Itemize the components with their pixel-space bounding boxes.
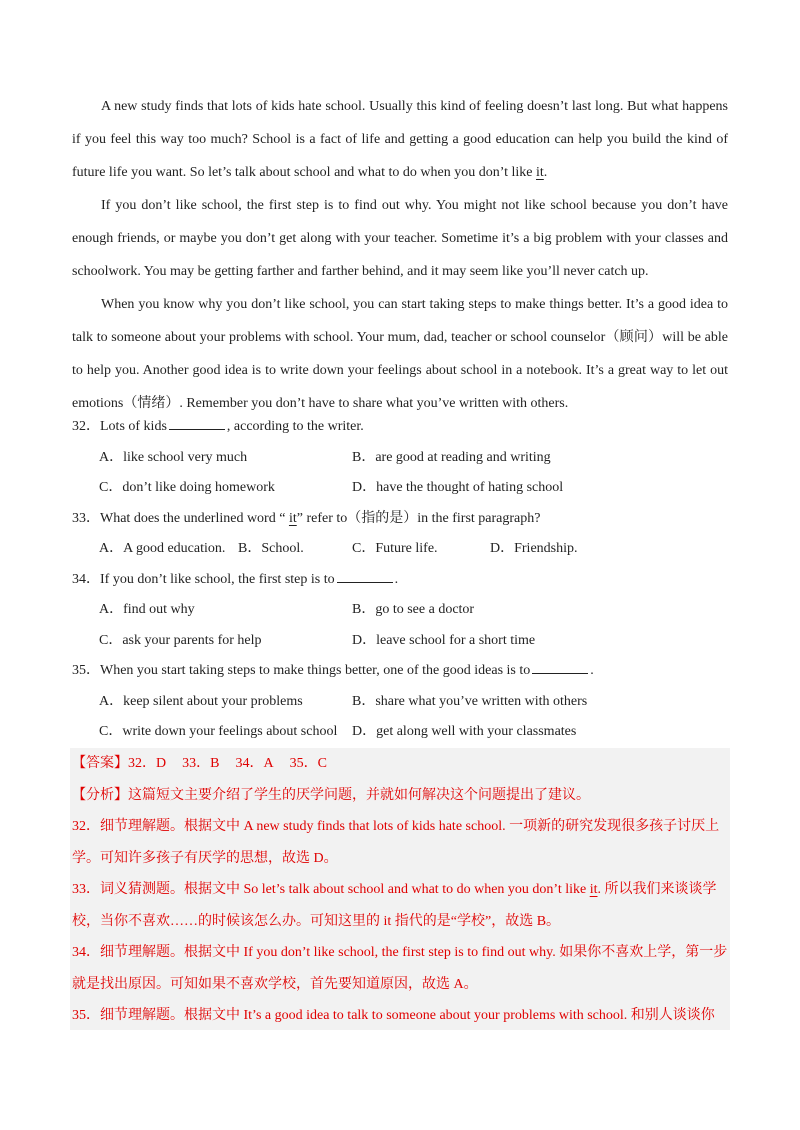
q33-option-d: D．Friendship. xyxy=(490,541,578,556)
answer-section xyxy=(72,748,728,1032)
q35-option-b: B．share what you’ve written with others xyxy=(352,693,588,709)
question-34-stem: 34．If you don’t like school, the first step is to . xyxy=(72,565,728,596)
question-33-stem: 33．What does the underlined word “ it” refer to（指的是）in the first paragraph? xyxy=(72,510,541,526)
explanation-34: 34．细节理解题。根据文中 If you don’t like school, the first step is to find out why. 如果你不喜欢上学，第一步就是找出原因。可知如果不喜欢学校，首先要知道原因，故选 A。 xyxy=(72,945,728,992)
q32-option-d: D．have the thought of hating school xyxy=(352,480,564,495)
q34-option-d: D．leave school for a short time xyxy=(352,632,536,648)
question-34-options-row-2 xyxy=(72,626,728,657)
answer-blank xyxy=(337,568,393,583)
q32-option-c: C．don’t like doing homework xyxy=(99,480,275,495)
q34-option-b: B．go to see a doctor xyxy=(352,602,475,617)
q34-option-a: A．find out why xyxy=(99,602,195,617)
question-32-stem: 32．Lots of kids , according to the writer. xyxy=(72,412,728,443)
answer-blank xyxy=(169,415,225,430)
q35-option-c: C．write down your feelings about school xyxy=(99,724,338,739)
q33-option-a: A．A good education. xyxy=(99,541,226,556)
explanation-32: 32．细节理解题。根据文中 A new study finds that lots of kids hate school. 一项新的研究发现很多孩子讨厌上学。可知许多孩子有厌学的思想，故选 D。 xyxy=(72,819,720,866)
question-35-options-row-2 xyxy=(72,717,728,748)
q32-option-b: B．are good at reading and writing xyxy=(352,449,551,465)
q34-option-c: C．ask your parents for help xyxy=(99,632,262,648)
passage-paragraph-1: A new study finds that lots of kids hate school. Usually this kind of feeling doesn’t last long. But what happens if you feel this way too much? School is a fact of life and getting a good education can help you build the kind of future life you want. So let’s talk about school and what to do when you don’t like it. xyxy=(72,99,728,180)
q35-option-d: D．get along well with your classmates xyxy=(352,724,577,739)
q33-option-b: B．School. xyxy=(238,541,304,556)
answer-key: 【答案】32．D 33．B 34．A 35．C xyxy=(72,755,327,771)
underlined-word-it: it xyxy=(536,165,544,180)
answer-analysis: 【分析】这篇短文主要介绍了学生的厌学问题，并就如何解决这个问题提出了建议。 xyxy=(72,786,590,803)
passage-paragraph-2: If you don’t like school, the first step is to find out why. You might not like school because you don’t have enough friends, or maybe you don’t get along with your teacher. Sometime it’s a big problem with your classes and schoolwork. You may be getting farther and farther behind, and it may seem like you’ll never catch up. xyxy=(72,198,728,279)
question-34-options-row-1 xyxy=(72,595,728,626)
question-35-options-row-1 xyxy=(72,687,728,718)
question-list xyxy=(72,412,728,748)
question-32-options-row-1 xyxy=(72,443,728,474)
explanation-33: 33．词义猜测题。根据文中 So let’s talk about school and what to do when you don’t like it. 所以我们来谈谈学校，当你不喜欢……的时候该怎么办。可知这里的 it 指代的是“学校”，故选 B。 xyxy=(72,882,717,929)
question-33-options-row xyxy=(72,534,728,565)
question-35-stem: 35．When you start taking steps to make things better, one of the good ideas is to . xyxy=(72,656,728,687)
reading-passage xyxy=(72,90,728,420)
q32-option-a: A．like school very much xyxy=(99,449,248,465)
q35-option-a: A．keep silent about your problems xyxy=(99,693,303,709)
q33-option-c: C．Future life. xyxy=(352,541,438,556)
answer-blank xyxy=(532,659,588,674)
question-32-options-row-2 xyxy=(72,473,728,504)
explanation-35: 35．细节理解题。根据文中 It’s a good idea to talk to someone about your problems with school. 和别人谈谈你 xyxy=(72,1008,715,1023)
passage-paragraph-3: When you know why you don’t like school, you can start taking steps to make things better. It’s a good idea to talk to someone about your problems with school. Your mum, dad, teacher or school counselor（顾问）will be able to help you. Another good idea is to write down your feelings about school in a notebook. It’s a great way to let out emotions（情绪）. Remember you don’t have to share what you’ve written with others. xyxy=(72,297,728,411)
